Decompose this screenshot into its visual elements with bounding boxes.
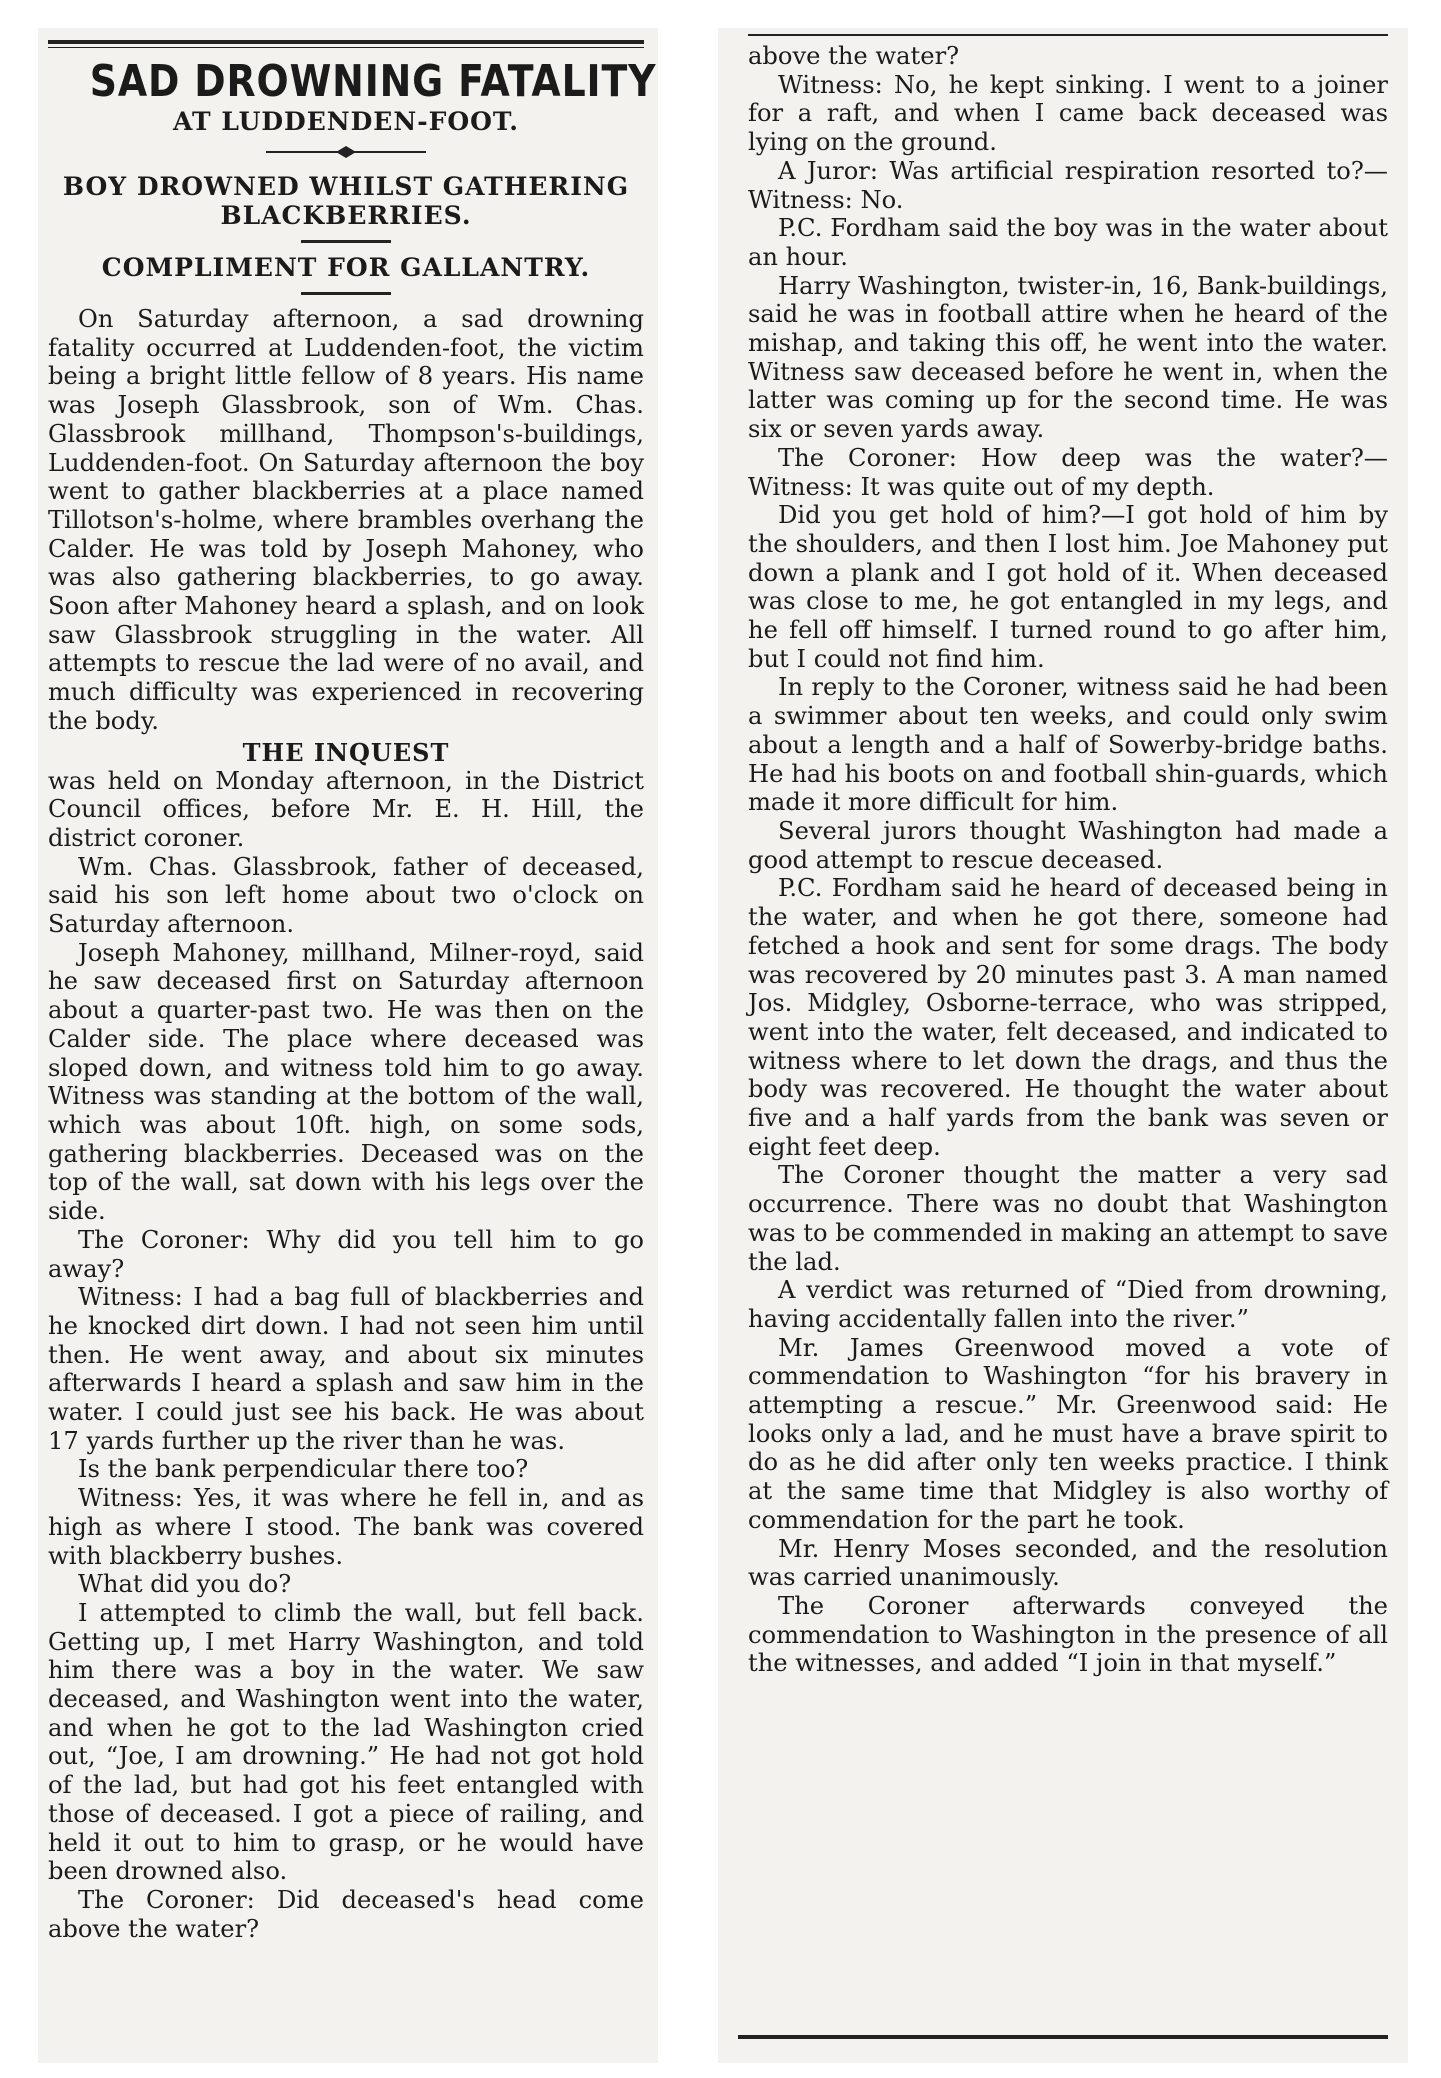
article-paragraph: Witness: Yes, it was where he fell in, and as high as where I stood. The bank was covered with blackberry bushes. — [48, 1484, 644, 1570]
subhead-compliment: COMPLIMENT FOR GALLANTRY. — [101, 253, 591, 282]
article-paragraph: The Coroner: Why did you tell him to go away? — [48, 1225, 644, 1283]
article-paragraph: was held on Monday afternoon, in the District Council offices, before Mr. E. H. Hill, the district coroner. — [48, 766, 644, 852]
article-paragraph: A verdict was returned of “Died from drowning, having accidentally fallen into the river.” — [748, 1276, 1388, 1333]
headline: SAD DROWNING FATALITY — [89, 56, 657, 107]
article-paragraph: Mr. James Greenwood moved a vote of commendation to Washington “for his bravery in attempting a rescue.” Mr. Greenwood said: He looks only a lad, and he must have a brave spirit to do as he did after only ten weeks practice. I think at the same time that Midgley is also worthy of commendation for the part he took. — [748, 1333, 1388, 1534]
intro-paragraph: On Saturday afternoon, a sad drowning fatality occurred at Luddenden-foot, the victim being a bright little fellow of 8 years. His name was Joseph Glassbrook, son of Wm. Chas. Glassbrook millhand, Thompson's-buildings, Luddenden-foot. On Saturday afternoon the boy went to gather blackberries at a place named Tillotson's-holme, where brambles overhang the Calder. He was told by Joseph Mahoney, who was also gathering blackberries, to go away. Soon after Mahoney heard a splash, and on look saw Glassbrook struggling in the water. All attempts to rescue the lad were of no avail, and much difficulty was experienced in recovering the body. — [48, 305, 644, 735]
article-paragraph: Mr. Henry Moses seconded, and the resolution was carried unanimously. — [748, 1534, 1388, 1592]
location-subhead: AT LUDDENDEN-FOOT. — [173, 107, 519, 136]
bottom-rule — [738, 2035, 1388, 2039]
article-paragraph: The Coroner: Did deceased's head come above the water? — [48, 1885, 644, 1943]
article-paragraph: The Coroner afterwards conveyed the commendation to Washington in the presence of all the witnesses, and added “I join in that myself.” — [748, 1591, 1388, 1678]
article-paragraph: In reply to the Coroner, witness said he had been a swimmer about ten weeks, and could only swim about a length and a half of Sowerby-bridge baths. He had his boots on and football shin-guards, which made it more difficult for him. — [748, 673, 1388, 817]
top-rule-thin — [48, 47, 644, 48]
article-paragraph: Joseph Mahoney, millhand, Milner-royd, said he saw deceased first on Saturday afternoon about a quarter-past two. He was then on the Calder side. The place where deceased was sloped down, and witness told him to go away. Witness was standing at the bottom of the wall, which was about 10ft. high, on some sods, gathering blackberries. Deceased was on the top of the wall, sat down with his legs over the side. — [48, 938, 644, 1226]
article-paragraph: Harry Washington, twister-in, 16, Bank-buildings, said he was in football attire when he heard of the mishap, and taking this off, he went into the water. Witness saw deceased before he went in, when the latter was coming up for the second time. He was six or seven yards away. — [748, 271, 1388, 444]
article-paragraph: The Coroner: How deep was the water?—Witness: It was quite out of my depth. — [748, 443, 1388, 501]
top-rule-heavy — [48, 40, 644, 44]
right-column — [718, 28, 1408, 2063]
subhead-boy-drowned-line2: BLACKBERRIES. — [220, 201, 472, 230]
left-column — [38, 28, 658, 2063]
article-paragraph: Wm. Chas. Glassbrook, father of deceased, said his son left home about two o'clock on Saturday afternoon. — [48, 852, 644, 939]
article-paragraph: Is the bank perpendicular there too? — [78, 1455, 529, 1484]
article-paragraph: above the water? — [748, 42, 960, 70]
article-paragraph: A Juror: Was artificial respiration resorted to?—Witness: No. — [748, 156, 1388, 214]
inquest-heading: THE INQUEST — [242, 737, 450, 767]
article-paragraph: P.C. Fordham said he heard of deceased being in the water, and when he got there, someone had fetched a hook and sent for some drags. The body was recovered by 20 minutes past 3. A man named Jos. Midgley, Osborne-terrace, who was stripped, went into the water, felt deceased, and indicated to witness where to let down the drags, and thus the body was recovered. He thought the water about five and a half yards from the bank was seven or eight feet deep. — [748, 874, 1388, 1161]
article-paragraph: Witness: No, he kept sinking. I went to a joiner for a raft, and when I came back deceased was lying on the ground. — [748, 70, 1388, 157]
diamond-rule-ornament — [246, 146, 446, 158]
article-paragraph: Several jurors thought Washington had made a good attempt to rescue deceased. — [748, 816, 1388, 874]
short-rule — [301, 292, 391, 295]
subhead-boy-drowned-line1: BOY DROWNED WHILST GATHERING — [62, 172, 630, 201]
article-paragraph: The Coroner thought the matter a very sad occurrence. There was no doubt that Washington was to be commended in making an attempt to save the lad. — [748, 1161, 1388, 1276]
article-paragraph: What did you do? — [78, 1570, 292, 1599]
article-paragraph: I attempted to climb the wall, but fell back. Getting up, I met Harry Washington, and told him there was a boy in the water. We saw deceased, and Washington went into the water, and when he got to the lad Washington cried out, “Joe, I am drowning.” He had not got hold of the lad, but had got his feet entangled with those of deceased. I got a piece of railing, and held it out to him to grasp, or he would have been drowned also. — [48, 1598, 644, 1886]
article-paragraph: P.C. Fordham said the boy was in the water about an hour. — [748, 214, 1388, 271]
article-paragraph: Witness: I had a bag full of blackberries and he knocked dirt down. I had not seen him until then. He went away, and about six minutes afterwards I heard a splash and saw him in the water. I could just see his back. He was about 17 yards further up the river than he was. — [48, 1283, 644, 1455]
short-rule — [301, 240, 391, 243]
article-paragraph: Did you get hold of him?—I got hold of him by the shoulders, and then I lost him. Joe Mahoney put down a plank and I got hold of it. When deceased was close to me, he got entangled in my legs, and he fell off himself. I turned round to go after him, but I could not find him. — [748, 501, 1388, 673]
right-top-rule — [748, 34, 1388, 36]
